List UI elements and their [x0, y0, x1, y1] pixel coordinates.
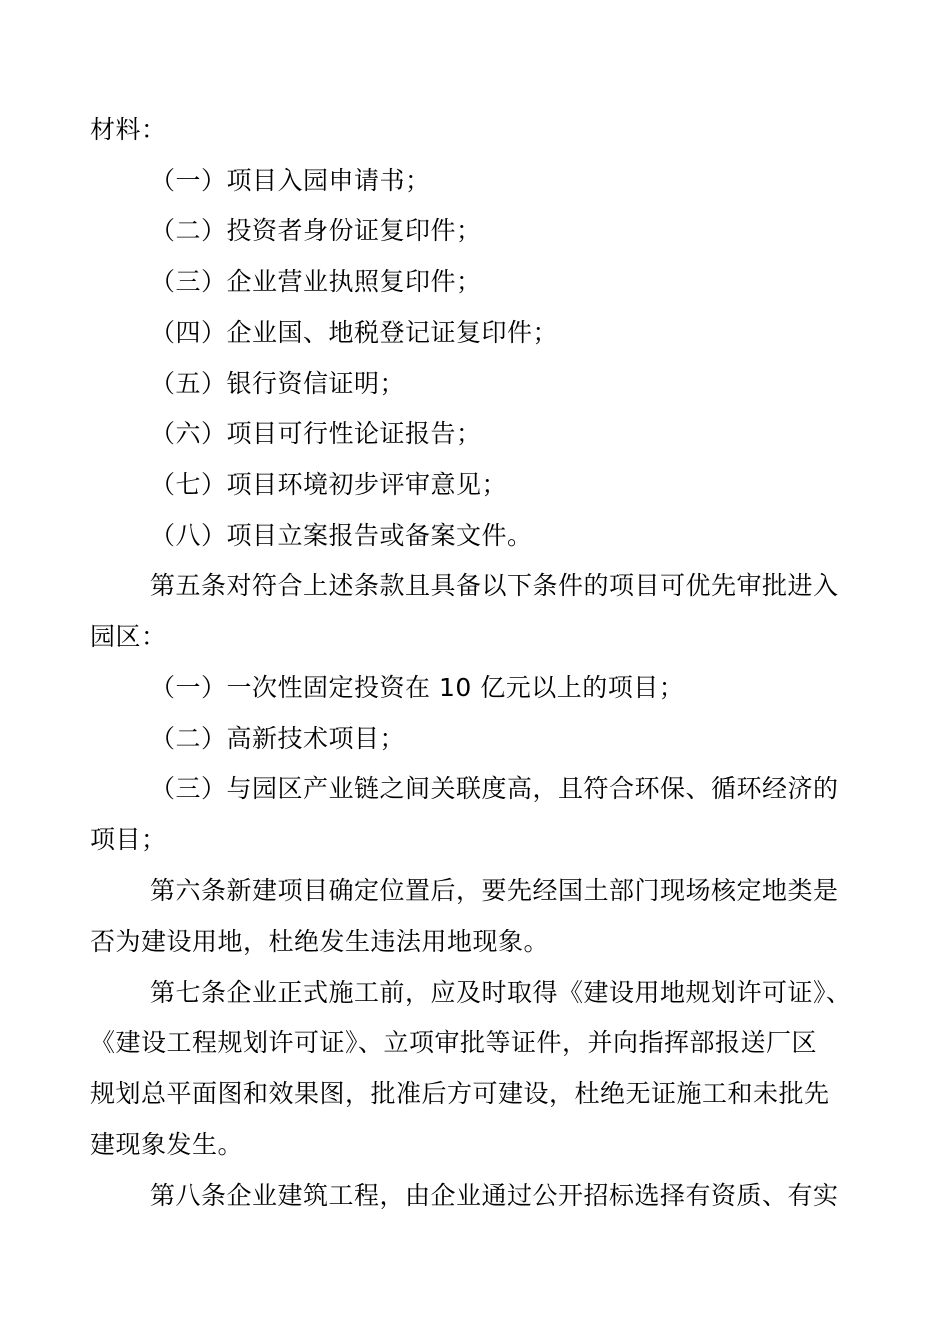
- article-8-line-1: 第八条企业建筑工程，由企业通过公开招标选择有资质、有实: [150, 1181, 839, 1210]
- list-item-3: （三）企业营业执照复印件；: [150, 267, 482, 296]
- list-item-6: （六）项目可行性论证报告；: [150, 419, 482, 448]
- priority-item-2: （二）高新技术项目；: [150, 724, 406, 753]
- article-7-line-1: 第七条企业正式施工前，应及时取得《建设用地规划许可证》、: [150, 978, 852, 1007]
- list-item-1: （一）项目入园申请书；: [150, 166, 431, 195]
- article-6-line-2: 否为建设用地，杜绝发生违法用地现象。: [90, 927, 550, 956]
- article-7-line-3: 规划总平面图和效果图，批准后方可建设，杜绝无证施工和未批先: [90, 1079, 830, 1108]
- list-item-7: （七）项目环境初步评审意见；: [150, 470, 508, 499]
- priority-item-3-line-2: 项目；: [90, 825, 167, 854]
- article-7-line-2: 《建设工程规划许可证》、立项审批等证件，并向指挥部报送厂区: [90, 1028, 818, 1057]
- list-item-5: （五）银行资信证明；: [150, 369, 406, 398]
- text-line-materials: 材料：: [90, 115, 167, 144]
- article-6-line-1: 第六条新建项目确定位置后，要先经国土部门现场核定地类是: [150, 876, 839, 905]
- list-item-4: （四）企业国、地税登记证复印件；: [150, 318, 559, 347]
- article-5-line-2: 园区：: [90, 622, 167, 651]
- priority-item-1: （一）一次性固定投资在 10 亿元以上的项目；: [150, 673, 685, 702]
- list-item-2: （二）投资者身份证复印件；: [150, 216, 482, 245]
- article-5-line-1: 第五条对符合上述条款且具备以下条件的项目可优先审批进入: [150, 571, 839, 600]
- priority-item-3-line-1: （三）与园区产业链之间关联度高，且符合环保、循环经济的: [150, 774, 839, 803]
- article-7-line-4: 建现象发生。: [90, 1130, 244, 1159]
- list-item-8: （八）项目立案报告或备案文件。: [150, 521, 533, 550]
